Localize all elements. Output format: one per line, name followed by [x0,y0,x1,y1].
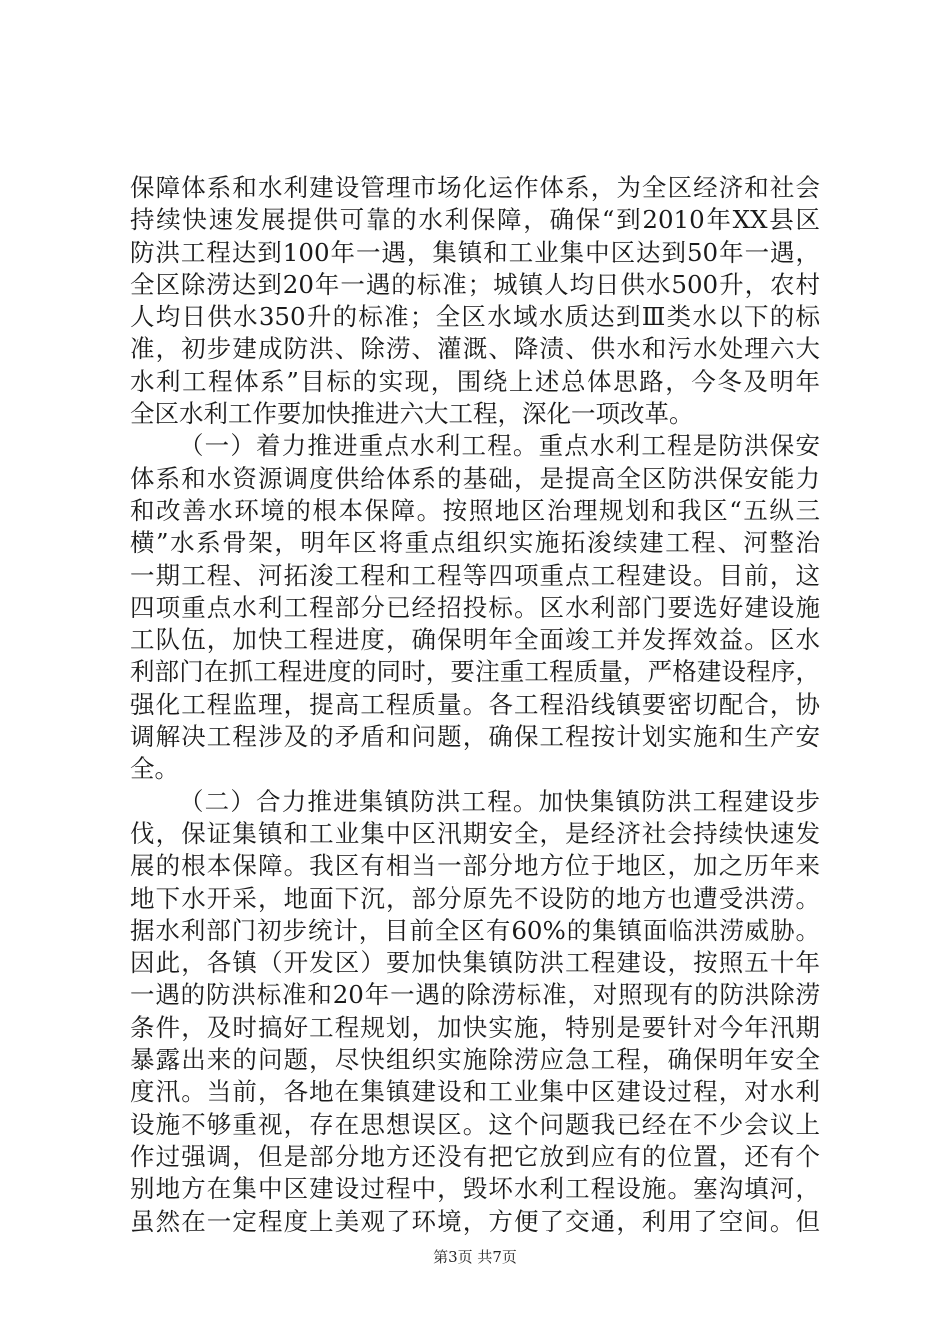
text-line: 全。 [130,754,179,784]
text-line: 条件，及时搞好工程规划，加快实施，特别是要针对今年汛期 [130,1012,820,1042]
text-line: 工队伍，加快工程进度，确保明年全面竣工并发挥效益。区水 [130,625,820,655]
text-line: 四项重点水利工程部分已经招投标。区水利部门要选好建设施 [130,592,820,622]
text-line: 全区除涝达到20年一遇的标准；城镇人均日供水500升，农村 [130,269,820,299]
text-line: 作过强调，但是部分地方还没有把它放到应有的位置，还有个 [130,1141,820,1171]
text-line: 保障体系和水利建设管理市场化运作体系，为全区经济和社会 [130,173,820,202]
text-line: 持续快速发展提供可靠的水利保障，确保“到2010年XX县区 [130,205,820,235]
document-body [130,172,820,1238]
text-line: 和改善水环境的根本保障。按照地区治理规划和我区“五纵三 [130,495,820,525]
paragraph-first-line: （二）合力推进集镇防洪工程。加快集镇防洪工程建设步 [179,786,820,816]
text-line: 地下水开采，地面下沉，部分原先不设防的地方也遭受洪涝。 [130,883,820,913]
text-line: 暴露出来的问题，尽快组织实施除涝应急工程，确保明年安全 [130,1045,820,1075]
text-line: 因此，各镇（开发区）要加快集镇防洪工程建设，按照五十年 [130,948,820,978]
text-line: 调解决工程涉及的矛盾和问题，确保工程按计划实施和生产安 [130,722,820,752]
text-line: 全区水利工作要加快推进六大工程，深化一项改革。 [130,399,694,429]
text-line: 横”水系骨架，明年区将重点组织实施拓浚续建工程、河整治 [130,528,820,558]
text-line: 一期工程、河拓浚工程和工程等四项重点工程建设。目前，这 [130,560,820,590]
text-line: 强化工程监理，提高工程质量。各工程沿线镇要密切配合，协 [130,689,820,719]
text-line: 准，初步建成防洪、除涝、灌溉、降渍、供水和污水处理六大 [130,334,820,364]
text-line: 防洪工程达到100年一遇，集镇和工业集中区达到50年一遇， [130,237,820,267]
text-line: 虽然在一定程度上美观了环境，方便了交通，利用了空间。但 [130,1206,820,1236]
text-line: 利部门在抓工程进度的同时，要注重工程质量，严格建设程序， [130,657,820,687]
text-line: 人均日供水350升的标准；全区水域水质达到Ⅲ类水以下的标 [130,302,820,332]
text-line: 展的根本保障。我区有相当一部分地方位于地区，加之历年来 [130,851,820,881]
text-line: 度汛。当前，各地在集镇建设和工业集中区建设过程，对水利 [130,1077,820,1107]
text-line: 体系和水资源调度供给体系的基础，是提高全区防洪保安能力 [130,463,820,493]
page-footer: 第3页 共7页 [433,1248,517,1266]
text-line: 据水利部门初步统计，目前全区有60%的集镇面临洪涝威胁。 [130,915,820,945]
text-line: 别地方在集中区建设过程中，毁坏水利工程设施。塞沟填河， [130,1174,820,1204]
text-line: 一遇的防洪标准和20年一遇的除涝标准，对照现有的防洪除涝 [130,980,820,1010]
text-line: 设施不够重视，存在思想误区。这个问题我已经在不少会议上 [130,1109,820,1139]
text-line: 伐，保证集镇和工业集中区汛期安全，是经济社会持续快速发 [130,818,820,848]
text-line: 水利工程体系”目标的实现，围绕上述总体思路，今冬及明年 [130,366,820,396]
paragraph-first-line: （一）着力推进重点水利工程。重点水利工程是防洪保安 [179,431,820,461]
